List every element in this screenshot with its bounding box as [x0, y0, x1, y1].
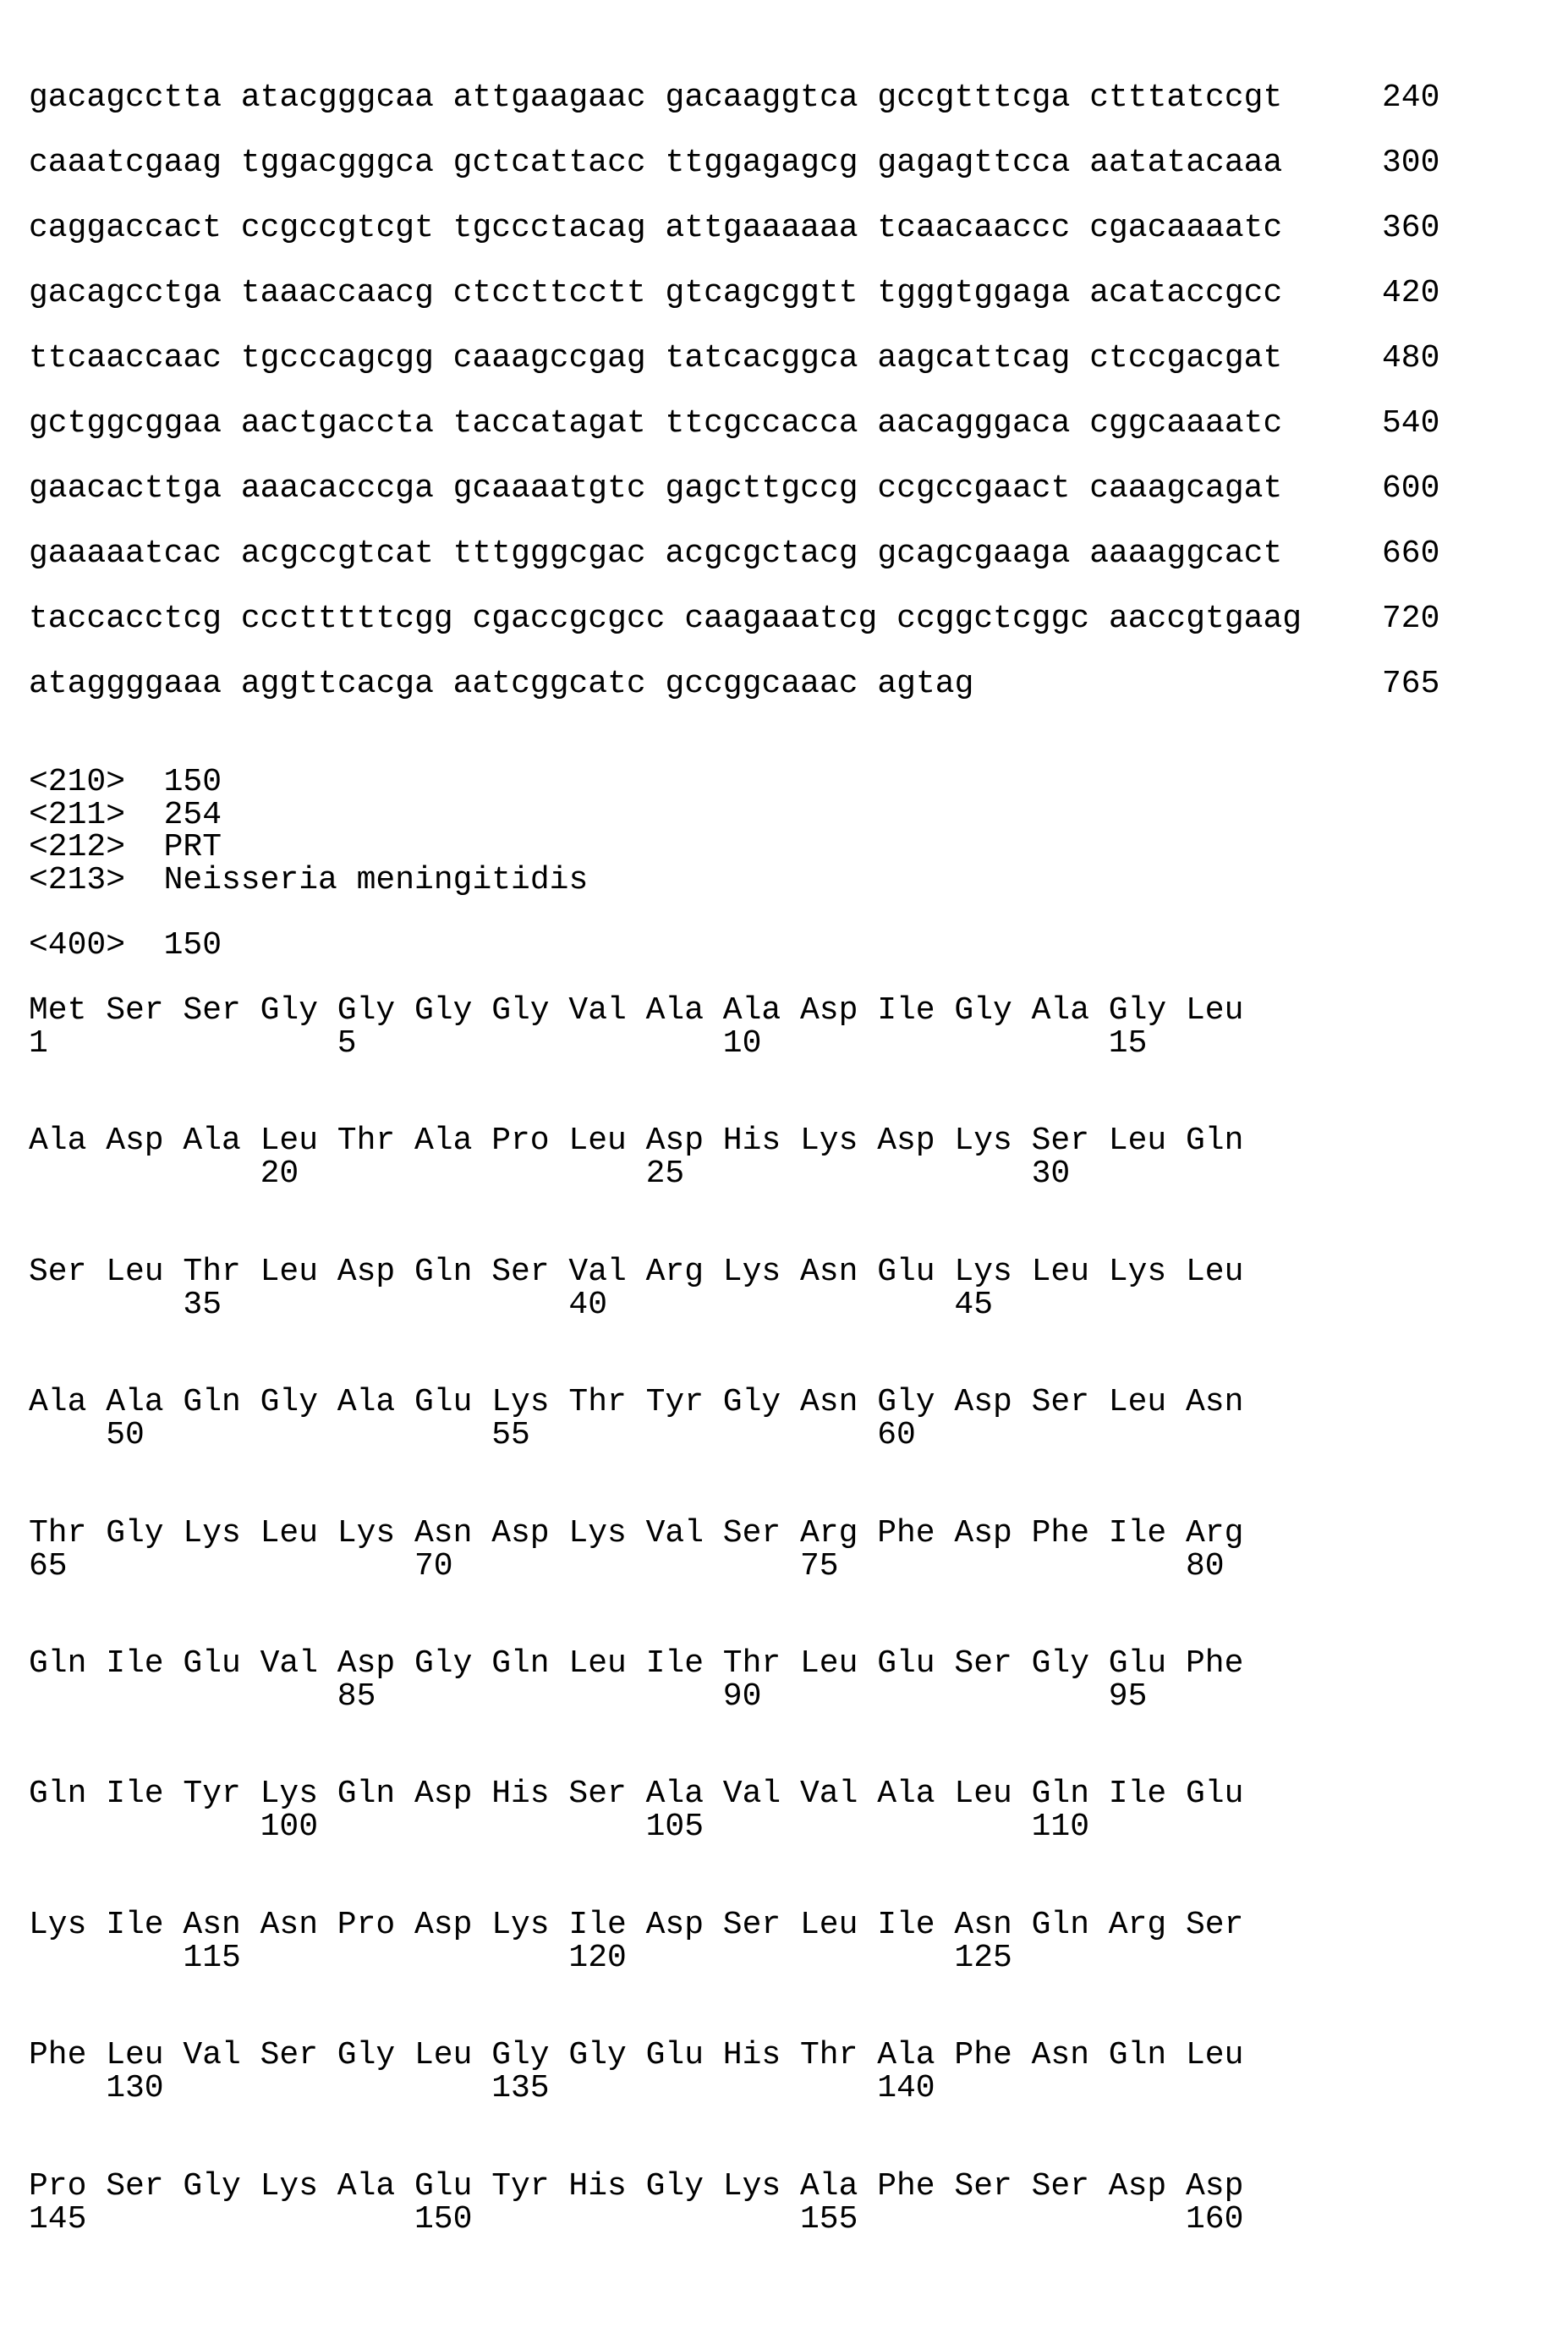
amino-acid-residue: Gly [1109, 994, 1166, 1028]
amino-acid-residue: Lys [568, 1517, 626, 1551]
amino-acid-residue: Glu [877, 1647, 935, 1681]
amino-acid-residue: Leu [414, 2039, 472, 2073]
amino-acid-residue: Gly [414, 1647, 472, 1681]
residue-position-number: 130 [106, 2072, 163, 2106]
residue-position-number: 1 [29, 1027, 48, 1061]
amino-acid-residue: Asp [337, 1255, 395, 1289]
amino-acid-residue: Val [183, 2039, 240, 2073]
residue-position-number: 25 [646, 1157, 685, 1191]
amino-acid-residue: Ile [106, 1777, 163, 1811]
residue-position-number: 100 [260, 1810, 318, 1844]
amino-acid-residue: Lys [337, 1517, 395, 1551]
amino-acid-residue: Tyr [491, 2170, 549, 2204]
amino-acid-residue: Arg [1186, 1517, 1243, 1551]
amino-acid-residue: Ala [877, 1777, 935, 1811]
field-value: Neisseria meningitidis [164, 864, 589, 898]
field-value: 254 [164, 799, 222, 832]
amino-acid-residue: Glu [1109, 1647, 1166, 1681]
amino-acid-residue: Gly [954, 994, 1012, 1028]
dna-position-number: 720 [1382, 602, 1439, 636]
amino-acid-residue: Asp [337, 1647, 395, 1681]
residue-position-number: 80 [1186, 1550, 1225, 1584]
amino-acid-residue: Phe [877, 1517, 935, 1551]
residue-position-number: 70 [414, 1550, 453, 1584]
amino-acid-residue: Phe [877, 2170, 935, 2204]
amino-acid-residue: Lys [954, 1124, 1012, 1158]
residue-position-number: 60 [877, 1419, 916, 1452]
amino-acid-residue: Pro [29, 2170, 86, 2204]
amino-acid-residue: Tyr [183, 1777, 240, 1811]
dna-sequence-line: gctggcggaa aactgaccta taccatagat ttcgccacca aacagggaca cggcaaaatc [29, 407, 1282, 441]
amino-acid-residue: Lys [183, 1517, 240, 1551]
field-tag: <213> [29, 864, 125, 898]
amino-acid-residue: Ile [568, 1908, 626, 1942]
dna-position-number: 540 [1382, 407, 1439, 441]
amino-acid-residue: Leu [568, 1124, 626, 1158]
amino-acid-residue: Asn [954, 1908, 1012, 1942]
amino-acid-residue: His [491, 1777, 549, 1811]
amino-acid-residue: Thr [29, 1517, 86, 1551]
residue-position-number: 145 [29, 2203, 86, 2237]
amino-acid-residue: Ala [106, 1386, 163, 1419]
amino-acid-residue: Ser [723, 1908, 781, 1942]
residue-position-number: 75 [800, 1550, 839, 1584]
amino-acid-residue: Arg [800, 1517, 858, 1551]
amino-acid-residue: Glu [1186, 1777, 1243, 1811]
amino-acid-residue: Ile [1109, 1517, 1166, 1551]
amino-acid-residue: Ser [29, 1255, 86, 1289]
amino-acid-residue: Val [568, 994, 626, 1028]
field-tag: <210> [29, 766, 125, 799]
residue-position-number: 160 [1186, 2203, 1243, 2237]
amino-acid-residue: Leu [260, 1517, 318, 1551]
amino-acid-residue: Leu [260, 1124, 318, 1158]
amino-acid-residue: Asn [800, 1386, 858, 1419]
amino-acid-residue: Ser [1032, 1386, 1089, 1419]
amino-acid-residue: Gly [568, 2039, 626, 2073]
amino-acid-residue: Glu [414, 2170, 472, 2204]
amino-acid-residue: Arg [1109, 1908, 1166, 1942]
dna-sequence-line: ataggggaaa aggttcacga aatcggcatc gccggcaaac agtag [29, 667, 973, 701]
dna-position-number: 765 [1382, 667, 1439, 701]
amino-acid-residue: His [723, 1124, 781, 1158]
residue-position-number: 105 [646, 1810, 704, 1844]
amino-acid-residue: Gly [646, 2170, 704, 2204]
amino-acid-residue: Glu [183, 1647, 240, 1681]
amino-acid-residue: Asp [800, 994, 858, 1028]
amino-acid-residue: Glu [646, 2039, 704, 2073]
amino-acid-residue: Leu [260, 1255, 318, 1289]
amino-acid-residue: Ser [260, 2039, 318, 2073]
amino-acid-residue: Val [800, 1777, 858, 1811]
dna-position-number: 660 [1382, 537, 1439, 571]
amino-acid-residue: Gly [491, 994, 549, 1028]
amino-acid-residue: His [568, 2170, 626, 2204]
amino-acid-residue: Val [568, 1255, 626, 1289]
amino-acid-residue: Ala [646, 1777, 704, 1811]
dna-sequence-line: caggaccact ccgccgtcgt tgccctacag attgaaaaaa tcaacaaccc cgacaaaatc [29, 211, 1282, 245]
residue-position-number: 125 [954, 1941, 1012, 1975]
dna-sequence-line: gacagcctga taaaccaacg ctccttcctt gtcagcggtt tgggtggaga acataccgcc [29, 277, 1282, 310]
amino-acid-residue: Lys [260, 2170, 318, 2204]
amino-acid-residue: Gln [29, 1647, 86, 1681]
dna-position-number: 300 [1382, 146, 1439, 180]
dna-sequence-line: gacagcctta atacgggcaa attgaagaac gacaaggtca gccgtttcga ctttatccgt [29, 81, 1282, 115]
amino-acid-residue: Thr [723, 1647, 781, 1681]
amino-acid-residue: Ala [877, 2039, 935, 2073]
amino-acid-residue: Arg [646, 1255, 704, 1289]
amino-acid-residue: Ala [29, 1124, 86, 1158]
field-value: 150 [164, 766, 222, 799]
dna-sequence-line: ttcaaccaac tgcccagcgg caaagccgag tatcacggca aagcattcag ctccgacgat [29, 342, 1282, 376]
dna-position-number: 240 [1382, 81, 1439, 115]
amino-acid-residue: Ser [106, 994, 163, 1028]
amino-acid-residue: Ala [646, 994, 704, 1028]
amino-acid-residue: Asp [491, 1517, 549, 1551]
amino-acid-residue: Leu [800, 1647, 858, 1681]
amino-acid-residue: Glu [414, 1386, 472, 1419]
amino-acid-residue: Lys [260, 1777, 318, 1811]
amino-acid-residue: Ile [646, 1647, 704, 1681]
amino-acid-residue: Ser [183, 994, 240, 1028]
amino-acid-residue: Lys [29, 1908, 86, 1942]
amino-acid-residue: Ser [723, 1517, 781, 1551]
amino-acid-residue: Lys [723, 2170, 781, 2204]
amino-acid-residue: Leu [1186, 994, 1243, 1028]
amino-acid-residue: Asn [800, 1255, 858, 1289]
amino-acid-residue: Asp [414, 1777, 472, 1811]
amino-acid-residue: Ile [106, 1647, 163, 1681]
amino-acid-residue: Ser [491, 1255, 549, 1289]
dna-sequence-line: gaaaaatcac acgccgtcat tttgggcgac acgcgctacg gcagcgaaga aaaaggcact [29, 537, 1282, 571]
amino-acid-residue: Ser [1032, 2170, 1089, 2204]
amino-acid-residue: Ile [1109, 1777, 1166, 1811]
dna-position-number: 600 [1382, 472, 1439, 506]
amino-acid-residue: Gly [491, 2039, 549, 2073]
amino-acid-residue: Val [260, 1647, 318, 1681]
amino-acid-residue: Leu [1032, 1255, 1089, 1289]
amino-acid-residue: Asp [877, 1124, 935, 1158]
residue-position-number: 135 [491, 2072, 549, 2106]
amino-acid-residue: Ala [800, 2170, 858, 2204]
amino-acid-residue: Gln [1032, 1777, 1089, 1811]
amino-acid-residue: Tyr [646, 1386, 704, 1419]
amino-acid-residue: Ser [954, 2170, 1012, 2204]
amino-acid-residue: Val [723, 1777, 781, 1811]
field-tag: <212> [29, 831, 125, 865]
amino-acid-residue: Gln [414, 1255, 472, 1289]
amino-acid-residue: Gly [183, 2170, 240, 2204]
amino-acid-residue: Phe [1186, 1647, 1243, 1681]
field-value: PRT [164, 831, 222, 865]
amino-acid-residue: Asp [646, 1124, 704, 1158]
residue-position-number: 120 [568, 1941, 626, 1975]
amino-acid-residue: Ala [337, 1386, 395, 1419]
amino-acid-residue: Thr [568, 1386, 626, 1419]
amino-acid-residue: Leu [954, 1777, 1012, 1811]
amino-acid-residue: Lys [491, 1908, 549, 1942]
residue-position-number: 40 [568, 1288, 607, 1322]
amino-acid-residue: Pro [337, 1908, 395, 1942]
amino-acid-residue: Ala [337, 2170, 395, 2204]
amino-acid-residue: Lys [723, 1255, 781, 1289]
amino-acid-residue: Asp [106, 1124, 163, 1158]
amino-acid-residue: Ala [1032, 994, 1089, 1028]
amino-acid-residue: Asp [954, 1386, 1012, 1419]
amino-acid-residue: Ala [183, 1124, 240, 1158]
residue-position-number: 85 [337, 1680, 376, 1714]
amino-acid-residue: Thr [183, 1255, 240, 1289]
residue-position-number: 155 [800, 2203, 858, 2237]
amino-acid-residue: Gly [337, 2039, 395, 2073]
residue-position-number: 110 [1032, 1810, 1089, 1844]
residue-position-number: 115 [183, 1941, 240, 1975]
amino-acid-residue: Thr [337, 1124, 395, 1158]
amino-acid-residue: Ile [877, 1908, 935, 1942]
amino-acid-residue: Ala [414, 1124, 472, 1158]
amino-acid-residue: Leu [568, 1647, 626, 1681]
dna-sequence-line: gaacacttga aaacacccga gcaaaatgtc gagcttgccg ccgccgaact caaagcagat [29, 472, 1282, 506]
residue-position-number: 45 [954, 1288, 993, 1322]
amino-acid-residue: Gly [723, 1386, 781, 1419]
amino-acid-residue: Pro [491, 1124, 549, 1158]
residue-position-number: 55 [491, 1419, 530, 1452]
amino-acid-residue: Gly [414, 994, 472, 1028]
amino-acid-residue: Glu [877, 1255, 935, 1289]
amino-acid-residue: Lys [1109, 1255, 1166, 1289]
amino-acid-residue: Gln [183, 1386, 240, 1419]
residue-position-number: 95 [1109, 1680, 1148, 1714]
amino-acid-residue: Ile [106, 1908, 163, 1942]
amino-acid-residue: Asp [1109, 2170, 1166, 2204]
amino-acid-residue: Gln [1186, 1124, 1243, 1158]
amino-acid-residue: Asn [414, 1517, 472, 1551]
amino-acid-residue: Leu [106, 1255, 163, 1289]
amino-acid-residue: Lys [800, 1124, 858, 1158]
amino-acid-residue: Met [29, 994, 86, 1028]
dna-sequence-line: taccacctcg ccctttttcgg cgaccgcgcc caagaaatcg ccggctcggc aaccgtgaag [29, 602, 1302, 636]
residue-position-number: 140 [877, 2072, 935, 2106]
dna-position-number: 480 [1382, 342, 1439, 376]
amino-acid-residue: Gly [260, 1386, 318, 1419]
amino-acid-residue: Gln [491, 1647, 549, 1681]
residue-position-number: 30 [1032, 1157, 1071, 1191]
residue-position-number: 35 [183, 1288, 222, 1322]
amino-acid-residue: Leu [1186, 1255, 1243, 1289]
amino-acid-residue: Ala [723, 994, 781, 1028]
amino-acid-residue: Ser [106, 2170, 163, 2204]
amino-acid-residue: Asp [954, 1517, 1012, 1551]
amino-acid-residue: Leu [1109, 1386, 1166, 1419]
amino-acid-residue: Ala [29, 1386, 86, 1419]
amino-acid-residue: Leu [800, 1908, 858, 1942]
sequence-tag: <400> [29, 929, 125, 963]
residue-position-number: 150 [414, 2203, 472, 2237]
amino-acid-residue: Gln [29, 1777, 86, 1811]
amino-acid-residue: Gly [106, 1517, 163, 1551]
amino-acid-residue: Ser [1186, 1908, 1243, 1942]
amino-acid-residue: Ser [568, 1777, 626, 1811]
amino-acid-residue: His [723, 2039, 781, 2073]
amino-acid-residue: Ser [954, 1647, 1012, 1681]
amino-acid-residue: Leu [1109, 1124, 1166, 1158]
amino-acid-residue: Gln [1109, 2039, 1166, 2073]
amino-acid-residue: Val [646, 1517, 704, 1551]
amino-acid-residue: Asn [183, 1908, 240, 1942]
amino-acid-residue: Gly [1032, 1647, 1089, 1681]
amino-acid-residue: Gln [1032, 1908, 1089, 1942]
residue-position-number: 50 [106, 1419, 145, 1452]
amino-acid-residue: Gly [260, 994, 318, 1028]
field-tag: <211> [29, 799, 125, 832]
residue-position-number: 90 [723, 1680, 762, 1714]
amino-acid-residue: Asp [1186, 2170, 1243, 2204]
amino-acid-residue: Phe [1032, 1517, 1089, 1551]
dna-sequence-line: caaatcgaag tggacgggca gctcattacc ttggagagcg gagagttcca aatatacaaa [29, 146, 1282, 180]
amino-acid-residue: Asn [1186, 1386, 1243, 1419]
residue-position-number: 65 [29, 1550, 68, 1584]
residue-position-number: 15 [1109, 1027, 1148, 1061]
amino-acid-residue: Asp [646, 1908, 704, 1942]
amino-acid-residue: Phe [29, 2039, 86, 2073]
amino-acid-residue: Gln [337, 1777, 395, 1811]
residue-position-number: 5 [337, 1027, 357, 1061]
amino-acid-residue: Lys [491, 1386, 549, 1419]
amino-acid-residue: Asn [1032, 2039, 1089, 2073]
amino-acid-residue: Thr [800, 2039, 858, 2073]
amino-acid-residue: Ser [1032, 1124, 1089, 1158]
sequence-tag-value: 150 [164, 929, 222, 963]
dna-position-number: 360 [1382, 211, 1439, 245]
amino-acid-residue: Lys [954, 1255, 1012, 1289]
amino-acid-residue: Phe [954, 2039, 1012, 2073]
amino-acid-residue: Ile [877, 994, 935, 1028]
amino-acid-residue: Asp [414, 1908, 472, 1942]
residue-position-number: 20 [260, 1157, 299, 1191]
residue-position-number: 10 [723, 1027, 762, 1061]
amino-acid-residue: Leu [106, 2039, 163, 2073]
amino-acid-residue: Gly [877, 1386, 935, 1419]
dna-position-number: 420 [1382, 277, 1439, 310]
amino-acid-residue: Asn [260, 1908, 318, 1942]
amino-acid-residue: Gly [337, 994, 395, 1028]
amino-acid-residue: Leu [1186, 2039, 1243, 2073]
